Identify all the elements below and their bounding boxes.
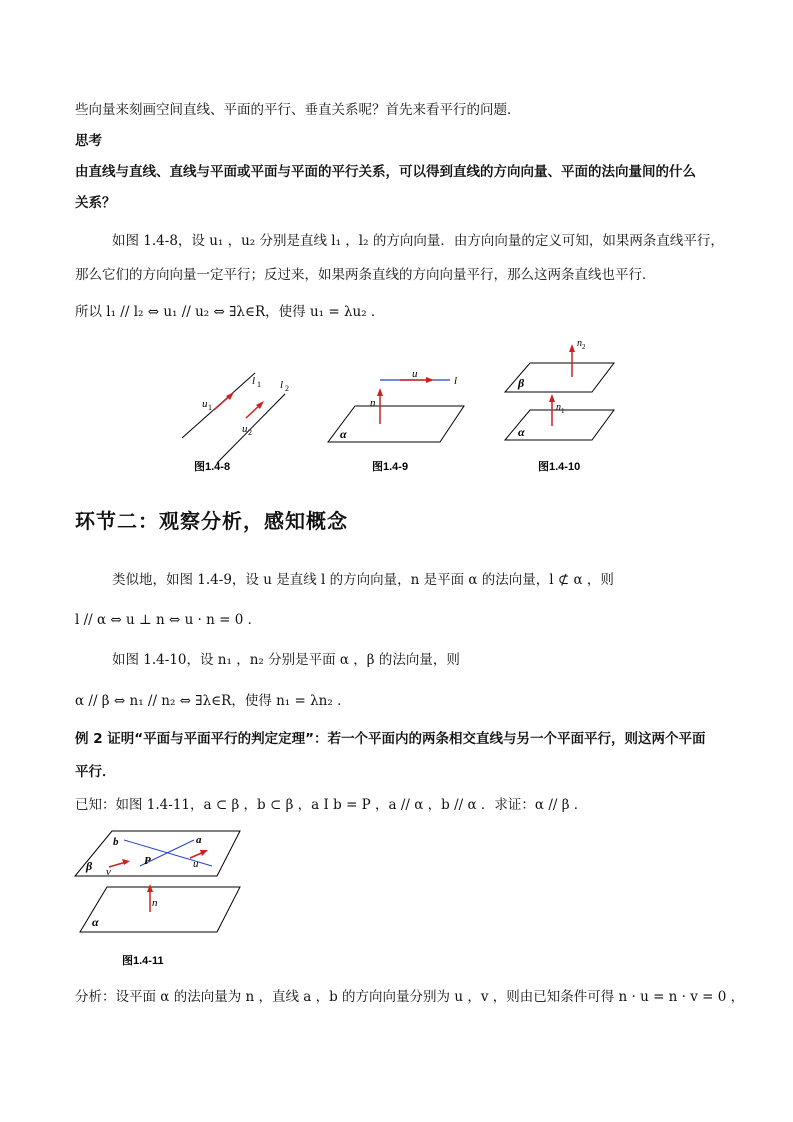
arrowhead-n — [377, 388, 383, 396]
think-question-line1: 由直线与直线、直线与平面或平面与平面的平行关系，可以得到直线的方向向量、平面的法向量间的什么 — [75, 164, 696, 180]
label-alpha: α — [340, 427, 347, 441]
example2-line1: 例 2 证明“平面与平面平行的判定定理”：若一个平面内的两条相交直线与另一个平面平行，则这两个平面 — [75, 731, 706, 747]
label-n2-sub: 2 — [582, 343, 586, 351]
plane-alpha — [328, 406, 464, 442]
section-title: 环节二：观察分析，感知概念 — [75, 509, 348, 533]
label-u1-sub: 1 — [208, 403, 212, 412]
label-u: u — [412, 368, 418, 380]
label-p: P — [144, 855, 151, 867]
arrowhead-u — [426, 377, 434, 383]
label-beta: β — [518, 376, 525, 390]
think-question-line2: 关系？ — [75, 195, 116, 211]
label-n2: n — [577, 338, 582, 349]
caption-1-4-10: 图1.4-10 — [538, 461, 581, 473]
example2-line2: 平行． — [75, 764, 116, 780]
label-u2: u — [242, 423, 248, 435]
label-l1-sub: 1 — [257, 380, 261, 389]
label-v: v — [106, 866, 111, 878]
figure-1-4-10 — [500, 330, 630, 480]
caption-1-4-11: 图1.4-11 — [122, 955, 164, 967]
label-u1: u — [202, 398, 208, 410]
label-l: l — [454, 375, 458, 387]
arrowhead-u — [200, 850, 208, 856]
label-n1: n — [556, 402, 561, 413]
caption-1-4-9: 图1.4-9 — [372, 461, 409, 473]
label-l2-sub: 2 — [285, 384, 289, 393]
figure-1-4-9 — [320, 360, 480, 480]
label-a: a — [196, 834, 202, 846]
arrowhead-n2 — [569, 344, 575, 352]
analysis-line: 分析：设平面 α 的法向量为 n ，直线 a ，b 的方向向量分别为 u ，v ，则由已知条件可得 n · u = n · v = 0 ， — [75, 989, 745, 1005]
arrowhead-v — [122, 859, 130, 865]
label-alpha: α — [92, 915, 99, 929]
line-plane-paragraph-line1: 类似地，如图 1.4-9，设 u 是直线 l 的方向向量，n 是平面 α 的法向量，l ⊄ α ，则 — [112, 572, 614, 588]
plane-beta — [75, 831, 240, 876]
line-vector-paragraph-line2: 那么它们的方向向量一定平行；反过来，如果两条直线的方向向量平行，那么这两条直线也平行． — [75, 267, 656, 283]
caption-1-4-8: 图1.4-8 — [194, 461, 231, 473]
line-vector-paragraph-line1: 如图 1.4-8，设 u₁ ，u₂ 分别是直线 l₁ ，l₂ 的方向向量．由方向向量的定义可知，如果两条直线平行， — [112, 233, 724, 249]
parallel-condition-line: 所以 l₁ // l₂ ⇔ u₁ // u₂ ⇔ ∃λ∈R，使得 u₁ = λu₂ ． — [75, 304, 385, 320]
label-b: b — [113, 836, 119, 848]
plane-plane-condition: α // β ⇔ n₁ // n₂ ⇔ ∃λ∈R，使得 n₁ = λn₂ ． — [75, 693, 351, 709]
label-n: n — [152, 897, 158, 909]
label-n: n — [370, 397, 376, 409]
intro-text: 些向量来刻画空间直线、平面的平行、垂直关系呢？首先来看平行的问题． — [75, 102, 521, 118]
line-plane-condition: l // α ⇔ u ⊥ n ⇔ u · n = 0 ． — [75, 612, 262, 628]
label-l1: l — [252, 375, 256, 387]
label-l2: l — [280, 379, 284, 391]
figure-1-4-8 — [170, 360, 320, 480]
given-statement: 已知：如图 1.4-11，a ⊂ β ，b ⊂ β ，a I b = P ，a // α ，b // α ．求证：α // β ． — [75, 797, 588, 813]
label-u: u — [193, 858, 199, 870]
label-alpha: α — [518, 425, 525, 439]
label-n1-sub: 1 — [561, 407, 565, 415]
plane-plane-paragraph-line1: 如图 1.4-10，设 n₁ ，n₂ 分别是平面 α ，β 的法向量，则 — [112, 652, 460, 668]
label-u2-sub: 2 — [248, 428, 252, 437]
plane-alpha — [80, 887, 240, 932]
think-label: 思考 — [75, 133, 102, 149]
figure-1-4-11 — [72, 826, 247, 971]
arrowhead-n1 — [549, 394, 555, 402]
label-beta: β — [86, 859, 93, 873]
arrowhead-n — [147, 884, 153, 892]
